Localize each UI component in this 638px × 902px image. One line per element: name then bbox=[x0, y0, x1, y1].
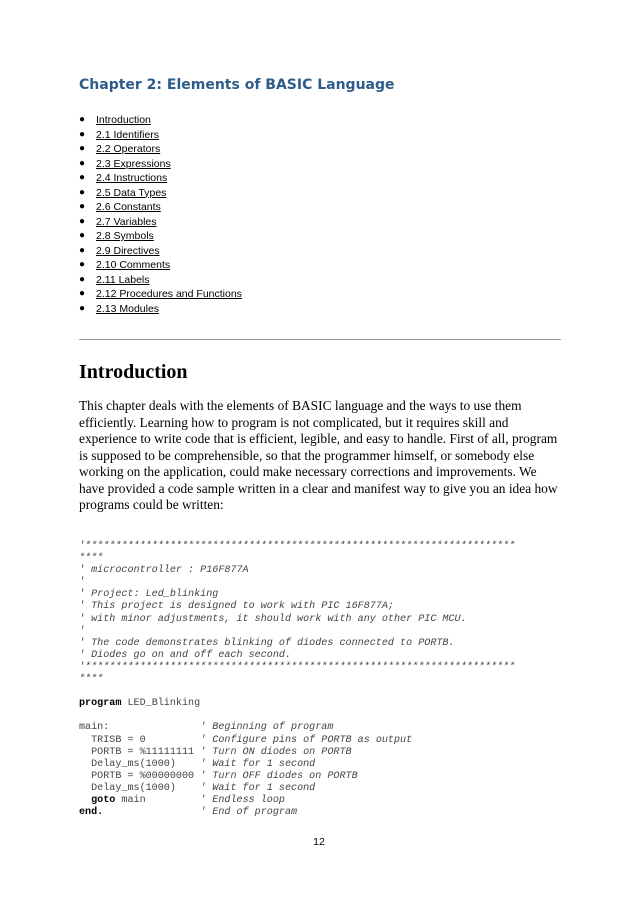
code-line bbox=[79, 650, 515, 662]
toc-link[interactable]: Introduction bbox=[96, 114, 151, 126]
code-line bbox=[79, 577, 515, 589]
bullet-icon: ● bbox=[79, 114, 86, 125]
code-line bbox=[79, 771, 515, 783]
code-line bbox=[79, 759, 515, 771]
chapter-title: Chapter 2: Elements of BASIC Language bbox=[79, 77, 395, 93]
code-comment: ' with minor adjustments, it should work with any other PIC MCU. bbox=[79, 613, 467, 625]
toc-item bbox=[79, 302, 242, 317]
code-text bbox=[103, 807, 200, 818]
toc-link[interactable]: 2.3 Expressions bbox=[96, 157, 171, 170]
bullet-icon: ● bbox=[79, 244, 86, 256]
bullet-icon: ● bbox=[79, 302, 86, 314]
section-divider bbox=[79, 339, 561, 340]
code-text: main bbox=[115, 794, 201, 806]
toc-item bbox=[79, 142, 242, 157]
code-line bbox=[79, 662, 515, 674]
code-comment: ' microcontroller : P16F877A bbox=[79, 565, 249, 577]
toc-item bbox=[79, 200, 242, 215]
code-line bbox=[79, 735, 515, 747]
toc-item bbox=[79, 171, 242, 186]
bullet-icon: ● bbox=[79, 186, 86, 198]
code-line bbox=[79, 553, 515, 565]
code-comment: ' Wait for 1 second bbox=[200, 782, 316, 794]
code-text: main: bbox=[79, 722, 201, 734]
code-comment: ' Turn OFF diodes on PORTB bbox=[200, 770, 358, 782]
code-comment: **** bbox=[79, 674, 104, 686]
table-of-contents bbox=[79, 113, 242, 316]
bullet-icon: ● bbox=[79, 230, 86, 241]
bullet-icon: ● bbox=[79, 128, 86, 140]
code-line bbox=[79, 589, 515, 601]
code-text: Delay_ms(1000) bbox=[79, 782, 201, 794]
code-line bbox=[79, 807, 515, 819]
code-line bbox=[79, 626, 515, 638]
toc-link[interactable]: 2.8 Symbols bbox=[96, 230, 154, 242]
toc-item bbox=[79, 113, 242, 128]
toc-link[interactable]: 2.10 Comments bbox=[96, 259, 171, 271]
intro-paragraph: This chapter deals with the elements of BASIC language and the ways to use them efficiently. Learning how to program is not complicated, but it requires skill and experience to write code that is efficient, legible, and easy to handle. First of all, program is supposed to be comprehensible, so that the programmer himself, or somebody else working on the application, could make necessary corrections and improvements. We have provided a code sample written in a clear and manifest way to give you an idea how programs could be written: bbox=[79, 398, 558, 512]
code-comment: ' Beginning of program bbox=[200, 722, 334, 734]
code-comment: ' The code demonstrates blinking of diodes connected to PORTB. bbox=[79, 637, 455, 649]
code-comment: ' Turn ON diodes on PORTB bbox=[200, 746, 352, 758]
toc-link[interactable]: 2.2 Operators bbox=[96, 143, 161, 155]
code-line bbox=[79, 783, 515, 795]
toc-link[interactable]: 2.1 Identifiers bbox=[96, 128, 160, 141]
code-line bbox=[79, 795, 515, 807]
code-line bbox=[79, 638, 515, 650]
code-line bbox=[79, 674, 515, 686]
toc-item bbox=[79, 287, 242, 302]
toc-item bbox=[79, 128, 242, 143]
bullet-icon: ● bbox=[79, 259, 86, 270]
toc-link[interactable]: 2.4 Instructions bbox=[96, 172, 168, 184]
code-line bbox=[79, 722, 515, 734]
bullet-icon: ● bbox=[79, 215, 86, 227]
code-line bbox=[79, 601, 515, 613]
code-comment: ' bbox=[79, 625, 86, 637]
toc-item bbox=[79, 229, 242, 244]
toc-item bbox=[79, 244, 242, 259]
code-text: PORTB = %00000000 bbox=[79, 770, 201, 782]
code-comment: ' This project is designed to work with PIC 16F877A; bbox=[79, 601, 394, 613]
code-text: PORTB = %11111111 bbox=[79, 746, 201, 758]
code-line bbox=[79, 686, 515, 698]
code-line bbox=[79, 565, 515, 577]
toc-link[interactable]: 2.12 Procedures and Functions bbox=[96, 288, 242, 300]
code-comment: '*********************************************************************** bbox=[79, 661, 516, 673]
section-heading: Introduction bbox=[79, 361, 188, 383]
code-comment: ' Project: Led_blinking bbox=[79, 589, 219, 601]
toc-item bbox=[79, 157, 242, 172]
bullet-icon: ● bbox=[79, 157, 86, 169]
code-line bbox=[79, 710, 515, 722]
toc-item bbox=[79, 186, 242, 201]
code-comment: **** bbox=[79, 553, 104, 565]
code-comment: '*********************************************************************** bbox=[79, 541, 516, 552]
bullet-icon: ● bbox=[79, 273, 86, 285]
bullet-icon: ● bbox=[79, 172, 86, 183]
code-comment: ' bbox=[79, 577, 86, 589]
toc-item bbox=[79, 258, 242, 273]
toc-link[interactable]: 2.11 Labels bbox=[96, 273, 150, 286]
toc-link[interactable]: 2.7 Variables bbox=[96, 215, 157, 228]
code-text: LED_Blinking bbox=[121, 698, 201, 710]
toc-item bbox=[79, 215, 242, 230]
code-text: Delay_ms(1000) bbox=[79, 758, 201, 770]
code-line bbox=[79, 698, 515, 710]
code-sample bbox=[79, 541, 515, 819]
toc-link[interactable]: 2.5 Data Types bbox=[96, 186, 167, 199]
page-number: 12 bbox=[313, 836, 325, 848]
code-line bbox=[79, 614, 515, 626]
bullet-icon: ● bbox=[79, 288, 86, 299]
code-keyword: end. bbox=[79, 807, 104, 819]
code-comment: ' Configure pins of PORTB as output bbox=[200, 734, 413, 746]
code-comment: ' Wait for 1 second bbox=[200, 758, 316, 770]
code-comment: ' Diodes go on and off each second. bbox=[79, 649, 292, 661]
toc-link[interactable]: 2.9 Directives bbox=[96, 244, 160, 257]
bullet-icon: ● bbox=[79, 143, 86, 154]
code-comment: ' End of program bbox=[200, 807, 298, 819]
toc-link[interactable]: 2.6 Constants bbox=[96, 201, 161, 213]
code-line bbox=[79, 747, 515, 759]
code-keyword: program bbox=[79, 698, 122, 710]
bullet-icon: ● bbox=[79, 201, 86, 212]
toc-item bbox=[79, 273, 242, 288]
code-keyword: goto bbox=[91, 794, 116, 806]
code-text bbox=[79, 795, 91, 806]
code-line bbox=[79, 541, 515, 553]
code-text: TRISB = 0 bbox=[79, 734, 201, 746]
toc-link[interactable]: 2.13 Modules bbox=[96, 302, 160, 315]
code-comment: ' Endless loop bbox=[200, 794, 285, 806]
